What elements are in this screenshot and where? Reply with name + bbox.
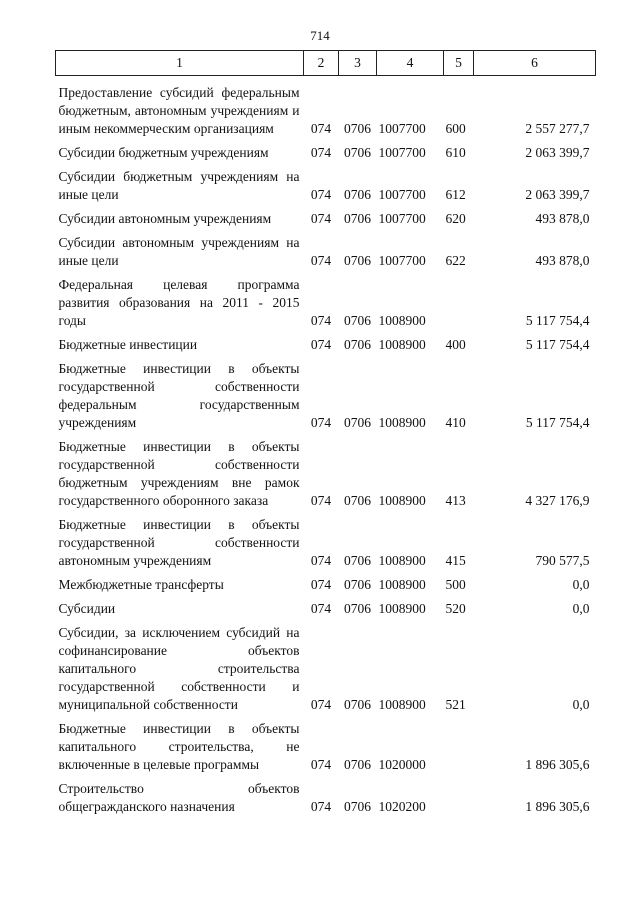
row-name: Федеральная целевая программа развития образования на 2011 - 2015 годы xyxy=(58,277,300,328)
row-amount: 0,0 xyxy=(572,697,590,712)
column-number-header xyxy=(56,51,596,76)
row-name: Бюджетные инвестиции в объекты капитального строительства, не включенные в целевые программы xyxy=(58,721,300,772)
row-csr: 1007700 xyxy=(378,187,426,202)
row-amount: 493 878,0 xyxy=(535,253,590,268)
row-rzpr: 0706 xyxy=(344,577,371,592)
table-row xyxy=(56,330,596,354)
table-row xyxy=(56,162,596,204)
row-grbs: 074 xyxy=(310,553,332,568)
row-csr: 1007700 xyxy=(378,211,426,226)
row-vr xyxy=(444,714,474,774)
row-vr: 400 xyxy=(445,337,466,352)
row-rzpr: 0706 xyxy=(344,145,371,160)
row-rzpr: 0706 xyxy=(344,757,371,772)
row-csr: 1020000 xyxy=(378,757,426,772)
table-row xyxy=(56,76,596,139)
table-row xyxy=(56,270,596,330)
table-row xyxy=(56,594,596,618)
page-number: 714 xyxy=(310,28,330,43)
row-amount: 1 896 305,6 xyxy=(525,757,590,772)
header-col-6: 6 xyxy=(474,51,596,76)
row-vr xyxy=(444,270,474,330)
row-amount: 790 577,5 xyxy=(535,553,590,568)
row-csr: 1007700 xyxy=(378,121,426,136)
table-row xyxy=(56,510,596,570)
table-row xyxy=(56,714,596,774)
row-amount: 4 327 176,9 xyxy=(525,493,590,508)
table-row xyxy=(56,774,596,816)
row-rzpr: 0706 xyxy=(344,187,371,202)
table-row xyxy=(56,204,596,228)
table-row xyxy=(56,228,596,270)
row-name: Бюджетные инвестиции в объекты государственной собственности бюджетным учреждениям вне рамок государственного оборонного заказа xyxy=(58,439,300,508)
row-grbs: 074 xyxy=(310,697,332,712)
row-csr: 1008900 xyxy=(378,415,426,430)
table-row xyxy=(56,570,596,594)
row-grbs: 074 xyxy=(310,577,332,592)
row-grbs: 074 xyxy=(310,415,332,430)
row-name: Субсидии, за исключением субсидий на софинансирование объектов капитального строительства государственной собственности и муниципальной собственности xyxy=(58,625,300,712)
row-grbs: 074 xyxy=(310,601,332,616)
header-col-4: 4 xyxy=(377,51,444,76)
row-amount: 1 896 305,6 xyxy=(525,799,590,814)
row-amount: 5 117 754,4 xyxy=(525,415,590,430)
row-rzpr: 0706 xyxy=(344,211,371,226)
row-vr: 415 xyxy=(445,553,466,568)
row-grbs: 074 xyxy=(310,493,332,508)
row-amount: 493 878,0 xyxy=(535,211,590,226)
row-amount: 2 557 277,7 xyxy=(525,121,590,136)
row-vr: 500 xyxy=(445,577,466,592)
row-grbs: 074 xyxy=(310,799,332,814)
row-name: Субсидии бюджетным учреждениям на иные цели xyxy=(58,169,300,202)
budget-table xyxy=(55,50,596,816)
row-grbs: 074 xyxy=(310,145,332,160)
row-csr: 1008900 xyxy=(378,493,426,508)
row-csr: 1007700 xyxy=(378,145,426,160)
row-name: Предоставление субсидий федеральным бюджетным, автономным учреждениям и иным некоммерческим организациям xyxy=(58,85,300,136)
header-col-3: 3 xyxy=(339,51,377,76)
row-name: Субсидии автономным учреждениям на иные цели xyxy=(58,235,300,268)
row-rzpr: 0706 xyxy=(344,799,371,814)
table-row xyxy=(56,354,596,432)
row-grbs: 074 xyxy=(310,253,332,268)
row-rzpr: 0706 xyxy=(344,601,371,616)
row-csr: 1008900 xyxy=(378,313,426,328)
header-col-1: 1 xyxy=(56,51,304,76)
row-grbs: 074 xyxy=(310,313,332,328)
row-rzpr: 0706 xyxy=(344,253,371,268)
row-name: Бюджетные инвестиции xyxy=(58,337,198,352)
row-name: Межбюджетные трансферты xyxy=(58,577,224,592)
row-rzpr: 0706 xyxy=(344,697,371,712)
table-row xyxy=(56,432,596,510)
table-row xyxy=(56,138,596,162)
row-vr: 410 xyxy=(445,415,466,430)
header-col-2: 2 xyxy=(304,51,339,76)
row-rzpr: 0706 xyxy=(344,415,371,430)
row-vr xyxy=(444,774,474,816)
row-name: Субсидии xyxy=(58,601,116,616)
row-csr: 1008900 xyxy=(378,697,426,712)
row-name: Строительство объектов общегражданского назначения xyxy=(58,781,300,814)
row-name: Субсидии бюджетным учреждениям xyxy=(58,145,269,160)
row-amount: 0,0 xyxy=(572,601,590,616)
row-amount: 2 063 399,7 xyxy=(525,187,590,202)
row-grbs: 074 xyxy=(310,211,332,226)
row-rzpr: 0706 xyxy=(344,337,371,352)
row-rzpr: 0706 xyxy=(344,553,371,568)
row-amount: 0,0 xyxy=(572,577,590,592)
row-vr: 520 xyxy=(445,601,466,616)
row-vr: 612 xyxy=(445,187,466,202)
row-vr: 622 xyxy=(445,253,466,268)
row-rzpr: 0706 xyxy=(344,493,371,508)
row-vr: 521 xyxy=(445,697,466,712)
row-csr: 1008900 xyxy=(378,337,426,352)
row-name: Бюджетные инвестиции в объекты государственной собственности федеральным государственным учреждениям xyxy=(58,361,300,430)
row-vr: 413 xyxy=(445,493,466,508)
row-csr: 1008900 xyxy=(378,577,426,592)
row-rzpr: 0706 xyxy=(344,121,371,136)
row-amount: 5 117 754,4 xyxy=(525,313,590,328)
table-row xyxy=(56,618,596,714)
row-csr: 1008900 xyxy=(378,553,426,568)
header-col-5: 5 xyxy=(444,51,474,76)
row-vr: 610 xyxy=(445,145,466,160)
row-rzpr: 0706 xyxy=(344,313,371,328)
row-vr: 620 xyxy=(445,211,466,226)
row-name: Субсидии автономным учреждениям xyxy=(58,211,272,226)
row-csr: 1008900 xyxy=(378,601,426,616)
row-csr: 1007700 xyxy=(378,253,426,268)
row-grbs: 074 xyxy=(310,337,332,352)
row-vr: 600 xyxy=(445,121,466,136)
row-grbs: 074 xyxy=(310,187,332,202)
row-name: Бюджетные инвестиции в объекты государственной собственности автономным учреждениям xyxy=(58,517,300,568)
row-amount: 2 063 399,7 xyxy=(525,145,590,160)
row-csr: 1020200 xyxy=(378,799,426,814)
row-grbs: 074 xyxy=(310,757,332,772)
row-grbs: 074 xyxy=(310,121,332,136)
row-amount: 5 117 754,4 xyxy=(525,337,590,352)
